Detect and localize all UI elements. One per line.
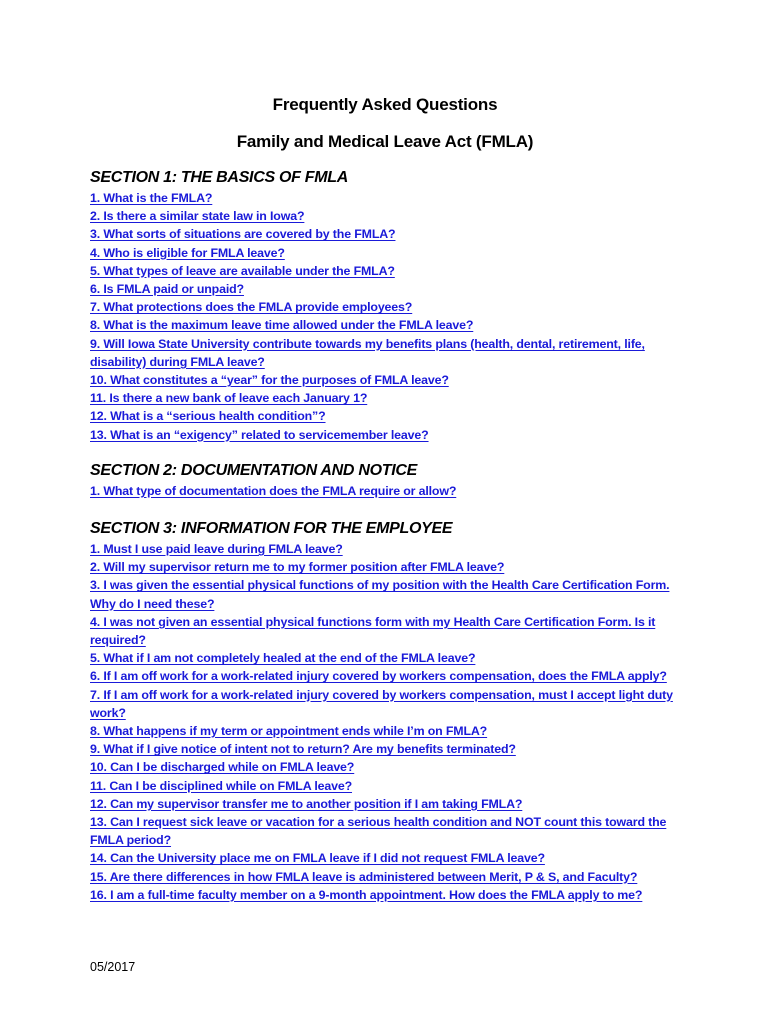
question-link[interactable]: 1. What is the FMLA? <box>90 191 213 205</box>
question-item <box>90 298 690 316</box>
question-item <box>90 613 690 649</box>
question-item <box>90 813 690 849</box>
question-link[interactable]: 11. Is there a new bank of leave each January 1? <box>90 391 368 406</box>
question-link[interactable]: 1. Must I use paid leave during FMLA leave? <box>90 542 343 556</box>
question-link[interactable]: 7. What protections does the FMLA provide employees? <box>90 300 413 315</box>
question-item <box>90 207 690 225</box>
section-1-heading: SECTION 1: THE BASICS OF FMLA <box>90 169 348 186</box>
section-3 <box>90 518 690 904</box>
question-item <box>90 849 690 867</box>
question-item <box>90 482 690 500</box>
question-item <box>90 667 690 685</box>
question-link[interactable]: 3. I was given the essential physical functions of my position with the Health Care Certification Form. Why do I need these? <box>90 578 670 611</box>
question-link[interactable]: 8. What is the maximum leave time allowed under the FMLA leave? <box>90 318 474 333</box>
question-link[interactable]: 2. Is there a similar state law in Iowa? <box>90 209 305 224</box>
question-link[interactable]: 8. What happens if my term or appointment ends while I’m on FMLA? <box>90 724 488 739</box>
question-item <box>90 407 690 425</box>
question-link[interactable]: 10. Can I be discharged while on FMLA leave? <box>90 760 355 775</box>
question-item <box>90 740 690 758</box>
question-link[interactable]: 12. Can my supervisor transfer me to another position if I am taking FMLA? <box>90 796 523 811</box>
question-item <box>90 389 690 407</box>
question-item <box>90 225 690 243</box>
question-link[interactable]: 2. Will my supervisor return me to my former position after FMLA leave? <box>90 560 505 575</box>
question-item <box>90 722 690 740</box>
question-link[interactable]: 16. I am a full-time faculty member on a 9-month appointment. How does the FMLA apply to me? <box>90 887 643 902</box>
question-link[interactable]: 13. What is an “exigency” related to servicemember leave? <box>90 427 429 442</box>
question-link[interactable]: 10. What constitutes a “year” for the purposes of FMLA leave? <box>90 373 449 388</box>
question-link[interactable]: 11. Can I be disciplined while on FMLA leave? <box>90 778 353 793</box>
question-item <box>90 777 690 795</box>
question-item <box>90 371 690 389</box>
footer-date: 05/2017 <box>90 960 136 974</box>
question-link[interactable]: 4. I was not given an essential physical functions form with my Health Care Certification Form. Is it required? <box>90 614 656 648</box>
question-link[interactable]: 6. Is FMLA paid or unpaid? <box>90 282 244 297</box>
section-2-heading: SECTION 2: DOCUMENTATION AND NOTICE <box>90 462 417 479</box>
section-2 <box>90 460 690 500</box>
question-link[interactable]: 13. Can I request sick leave or vacation for a serious health condition and NOT count this toward the FMLA period? <box>90 815 667 848</box>
section-2-question-list <box>90 482 690 500</box>
question-link[interactable]: 5. What if I am not completely healed at the end of the FMLA leave? <box>90 651 476 666</box>
question-item <box>90 540 690 558</box>
question-item <box>90 335 690 371</box>
question-item <box>90 576 690 612</box>
question-link[interactable]: 7. If I am off work for a work-related injury covered by workers compensation, must I accept light duty work? <box>90 687 673 720</box>
question-link[interactable]: 1. What type of documentation does the FMLA require or allow? <box>90 484 457 498</box>
section-3-heading: SECTION 3: INFORMATION FOR THE EMPLOYEE <box>90 520 453 537</box>
question-item <box>90 316 690 334</box>
question-item <box>90 686 690 722</box>
question-link[interactable]: 12. What is a “serious health condition”? <box>90 409 326 424</box>
question-item <box>90 758 690 776</box>
question-link[interactable]: 15. Are there differences in how FMLA leave is administered between Merit, P & S, and Faculty? <box>90 869 638 884</box>
question-link[interactable]: 9. What if I give notice of intent not to return? Are my benefits terminated? <box>90 742 516 757</box>
question-item <box>90 886 690 904</box>
question-item <box>90 795 690 813</box>
question-link[interactable]: 14. Can the University place me on FMLA leave if I did not request FMLA leave? <box>90 851 545 866</box>
question-item <box>90 868 690 886</box>
question-item <box>90 262 690 280</box>
question-item <box>90 558 690 576</box>
document-subtitle: Family and Medical Leave Act (FMLA) <box>236 132 534 151</box>
question-item <box>90 280 690 298</box>
question-link[interactable]: 5. What types of leave are available under the FMLA? <box>90 263 395 278</box>
section-1 <box>90 167 690 444</box>
question-link[interactable]: 3. What sorts of situations are covered by the FMLA? <box>90 227 396 242</box>
question-item <box>90 426 690 444</box>
question-item <box>90 189 690 207</box>
question-link[interactable]: 4. Who is eligible for FMLA leave? <box>90 245 285 260</box>
question-link[interactable]: 9. Will Iowa State University contribute towards my benefits plans (health, dental, retirement, life, disability) during FMLA leave? <box>90 336 645 369</box>
document-title: Frequently Asked Questions <box>272 95 498 114</box>
section-1-question-list <box>90 189 690 444</box>
question-link[interactable]: 6. If I am off work for a work-related injury covered by workers compensation, does the FMLA apply? <box>90 669 667 684</box>
question-item <box>90 244 690 262</box>
question-item <box>90 649 690 667</box>
section-3-question-list <box>90 540 690 904</box>
